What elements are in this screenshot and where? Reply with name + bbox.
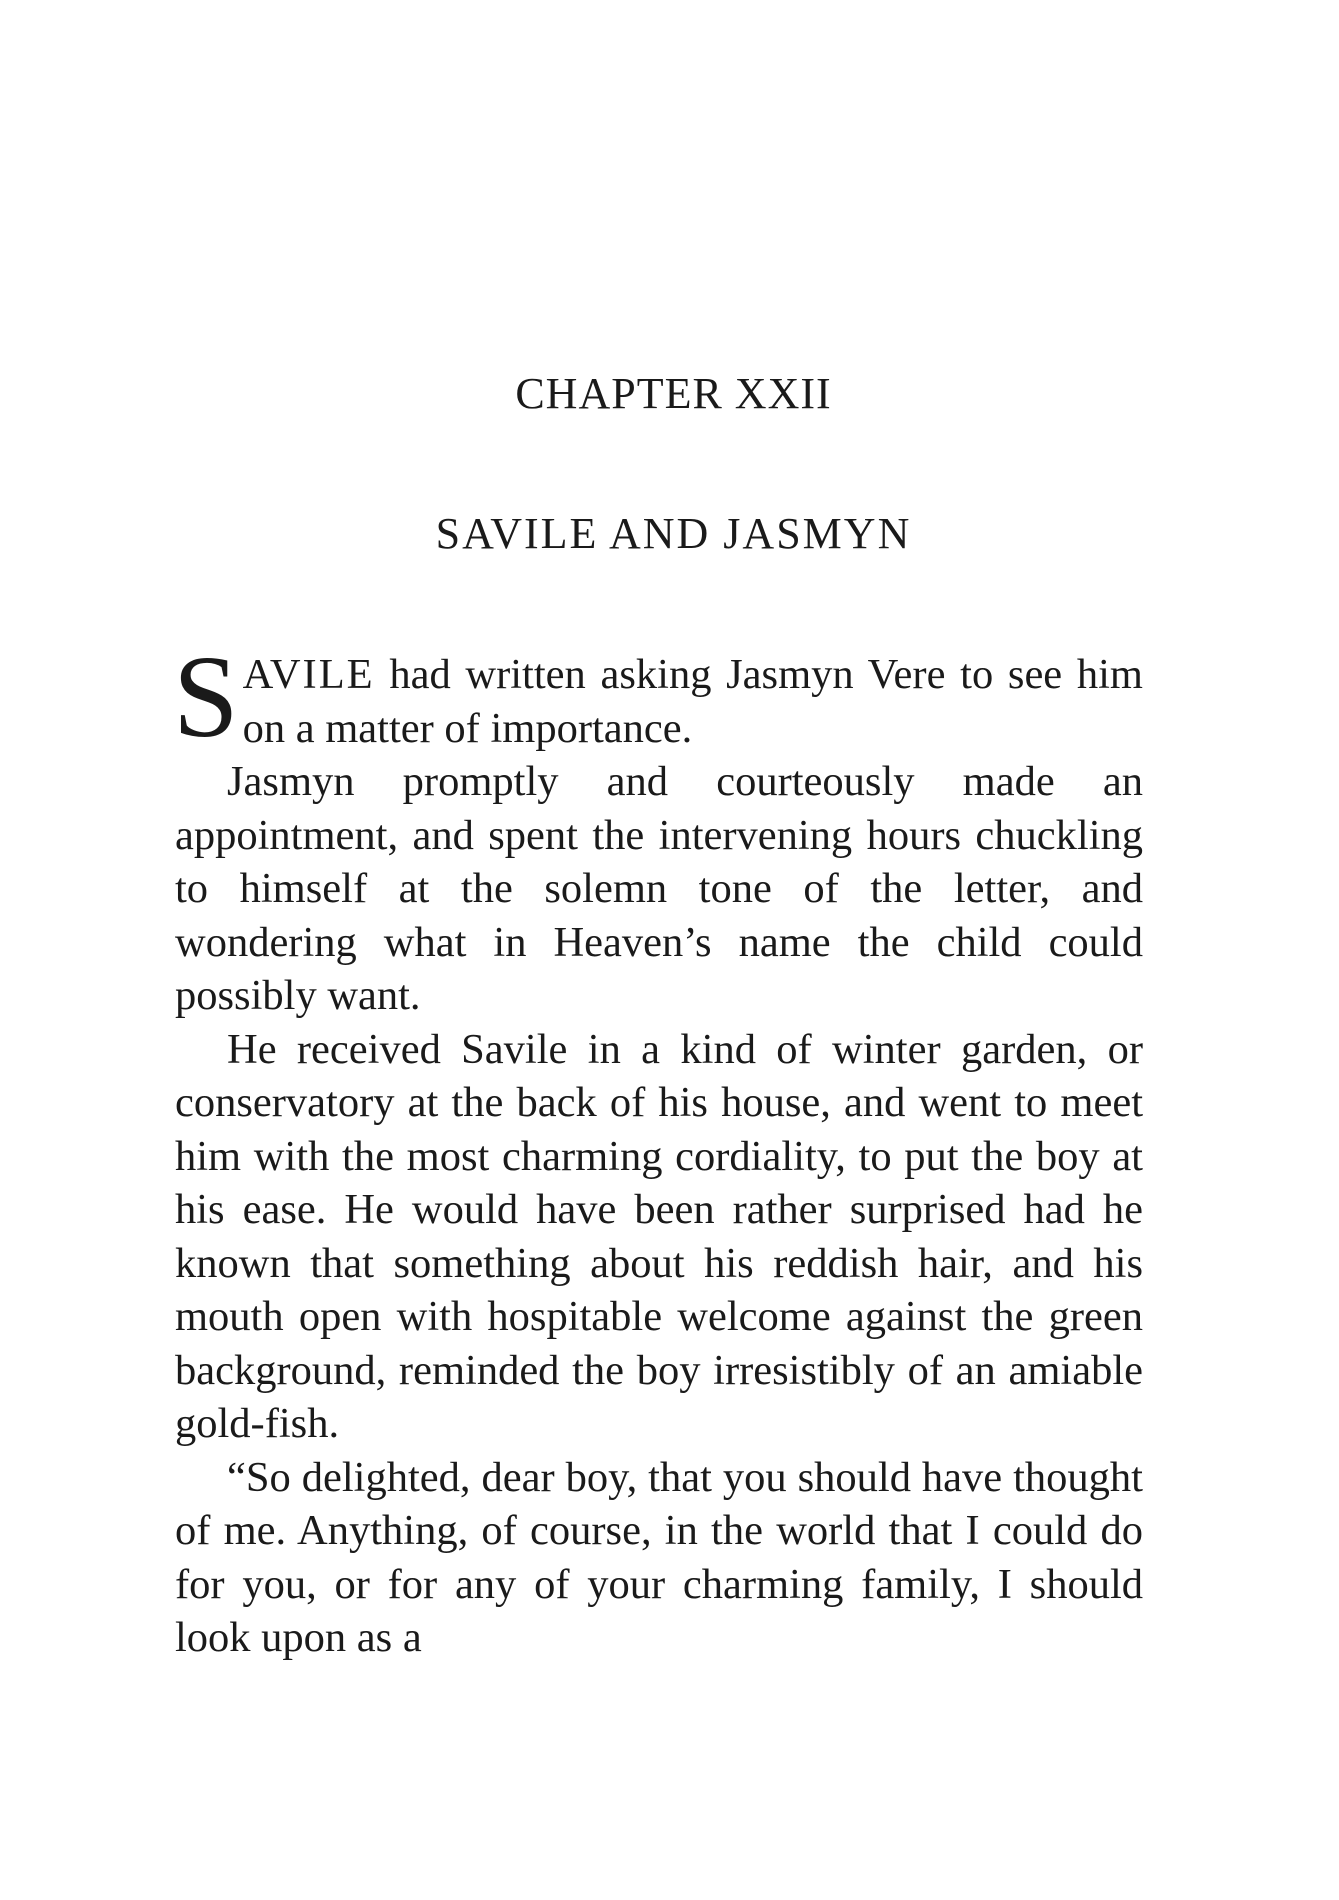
paragraph: “So delighted, dear boy, that you should have thought of me. Anything, of course, in the world that I could do for you, or for any of your charming family, I should look upon as a bbox=[175, 1453, 1143, 1661]
chapter-number: CHAPTER XXII bbox=[515, 369, 832, 418]
drop-cap: S bbox=[173, 631, 239, 762]
paragraph: Jasmyn promptly and courteously made an appointment, and spent the intervening hours chuckling to himself at the solemn tone of the letter, and wondering what in Heaven’s name the child could possibly want. bbox=[175, 758, 1143, 1019]
opening-text: had written asking Jasmyn Vere to see him on a matter of importance. bbox=[242, 651, 1143, 752]
paragraph: He received Savile in a kind of winter garden, or conservatory at the back of his house, and went to meet him with the most charming cordiality, to put the boy at his ease. He would have been rather surprised had he known that something about his reddish hair, and his mouth open with hospitable welcome against the green background, reminded the boy irresistibly of an amiable gold-fish. bbox=[175, 1025, 1143, 1447]
opening-paragraph bbox=[173, 631, 1143, 762]
opening-small-caps: AVILE bbox=[242, 651, 375, 698]
chapter-title: SAVILE AND JASMYN bbox=[435, 509, 912, 558]
chapter-body bbox=[173, 631, 1143, 1665]
